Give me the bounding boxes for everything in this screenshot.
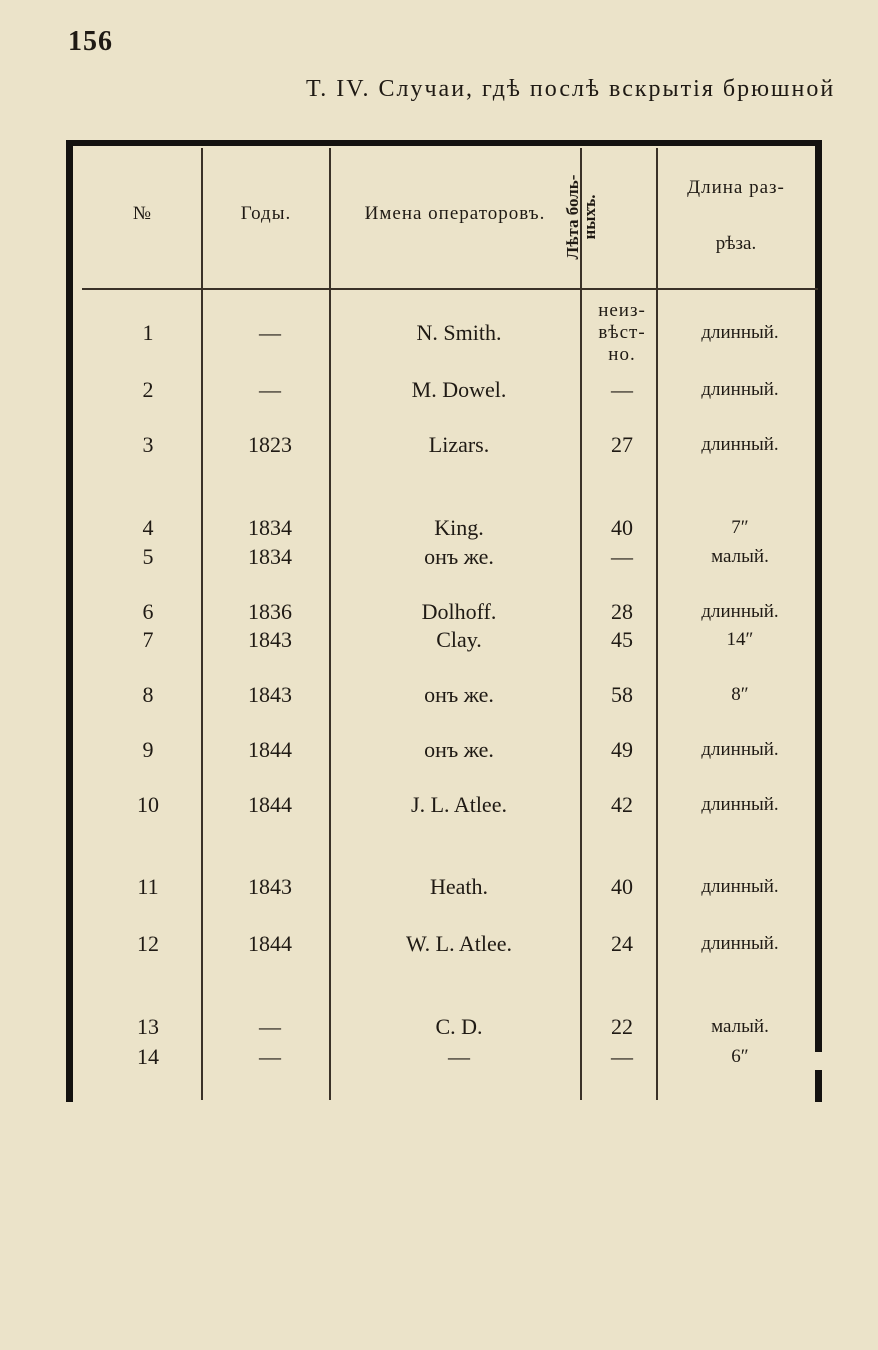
cell-year-12: 1844 bbox=[248, 931, 292, 956]
cell-num-7: 7 bbox=[142, 627, 154, 652]
cell-year-8: 1843 bbox=[248, 682, 292, 707]
page-header: Т. IV. Случаи, гдѣ послѣ вскрытія брюшной bbox=[306, 76, 836, 102]
cell-operator-2: M. Dowel. bbox=[411, 377, 507, 402]
cell-year-9: 1844 bbox=[248, 737, 292, 762]
cell-age-14: — bbox=[611, 1044, 633, 1069]
cell-year-14: — bbox=[259, 1044, 281, 1069]
cell-incision-2: длинный. bbox=[701, 379, 779, 400]
cell-num-8: 8 bbox=[142, 682, 154, 707]
cell-incision-6: длинный. bbox=[701, 601, 779, 622]
cell-num-4: 4 bbox=[142, 515, 154, 540]
cell-year-2: — bbox=[259, 377, 281, 402]
divider-num-years bbox=[201, 148, 203, 1100]
cell-num-13: 13 bbox=[137, 1014, 159, 1039]
frame-gap bbox=[814, 1052, 826, 1070]
cell-year-13: — bbox=[259, 1014, 281, 1039]
cell-operator-3: Lizars. bbox=[428, 432, 490, 457]
cell-age-1: неиз- вѣст- но. bbox=[598, 300, 646, 365]
cell-incision-4: 7″ bbox=[731, 517, 749, 538]
divider-years-operators bbox=[329, 148, 331, 1100]
cell-incision-3: длинный. bbox=[701, 434, 779, 455]
cell-incision-8: 8″ bbox=[731, 684, 749, 705]
cell-age-11: 40 bbox=[611, 874, 633, 899]
cell-operator-12: W. L. Atlee. bbox=[405, 931, 513, 956]
cell-age-8: 58 bbox=[611, 682, 633, 707]
cell-age-13: 22 bbox=[611, 1014, 633, 1039]
cell-num-2: 2 bbox=[142, 377, 154, 402]
cell-incision-13: малый. bbox=[711, 1016, 769, 1037]
cell-year-7: 1843 bbox=[248, 627, 292, 652]
cell-operator-10: J. L. Atlee. bbox=[411, 792, 507, 817]
cell-num-14: 14 bbox=[137, 1044, 159, 1069]
cell-num-12: 12 bbox=[137, 931, 159, 956]
cell-operator-4: King. bbox=[434, 515, 484, 540]
cell-incision-12: длинный. bbox=[701, 933, 779, 954]
cell-operator-9: онъ же. bbox=[424, 737, 494, 762]
cell-incision-14: 6″ bbox=[731, 1046, 749, 1067]
cell-year-3: 1823 bbox=[248, 432, 292, 457]
cell-year-6: 1836 bbox=[248, 599, 292, 624]
cell-num-6: 6 bbox=[142, 599, 154, 624]
cell-incision-11: длинный. bbox=[701, 876, 779, 897]
cell-operator-5: онъ же. bbox=[424, 544, 494, 569]
cell-year-5: 1834 bbox=[248, 544, 292, 569]
col-header-age: Лѣта боль-ныхъ. bbox=[563, 174, 599, 260]
page-number: 156 bbox=[68, 26, 113, 57]
cell-num-9: 9 bbox=[142, 737, 154, 762]
cell-year-4: 1834 bbox=[248, 515, 292, 540]
cell-age-12: 24 bbox=[611, 931, 633, 956]
cell-incision-1: длинный. bbox=[701, 322, 779, 343]
cell-operator-6: Dolhoff. bbox=[421, 599, 497, 624]
cell-year-1: — bbox=[259, 320, 281, 345]
cell-age-7: 45 bbox=[611, 627, 633, 652]
col-header-num: № bbox=[132, 203, 152, 224]
cell-incision-10: длинный. bbox=[701, 794, 779, 815]
cell-age-5: — bbox=[611, 544, 633, 569]
cell-year-10: 1844 bbox=[248, 792, 292, 817]
divider-operators-age bbox=[580, 148, 582, 1100]
cell-operator-8: онъ же. bbox=[424, 682, 494, 707]
cell-incision-9: длинный. bbox=[701, 739, 779, 760]
cell-num-3: 3 bbox=[142, 432, 154, 457]
cell-age-10: 42 bbox=[611, 792, 633, 817]
cell-operator-13: C. D. bbox=[435, 1014, 483, 1039]
cell-age-2: — bbox=[611, 377, 633, 402]
cell-incision-7: 14″ bbox=[726, 629, 754, 650]
cell-num-10: 10 bbox=[137, 792, 159, 817]
cell-operator-11: Heath. bbox=[429, 874, 489, 899]
divider-age-incision bbox=[656, 148, 658, 1100]
cell-operator-1: N. Smith. bbox=[416, 320, 502, 345]
cell-age-9: 49 bbox=[611, 737, 633, 762]
cell-operator-14: — bbox=[448, 1044, 470, 1069]
cell-operator-7: Clay. bbox=[436, 627, 482, 652]
cell-incision-5: малый. bbox=[711, 546, 769, 567]
cell-year-11: 1843 bbox=[248, 874, 292, 899]
cell-num-5: 5 bbox=[142, 544, 154, 569]
cell-num-11: 11 bbox=[137, 874, 159, 899]
cell-num-1: 1 bbox=[142, 320, 154, 345]
cell-age-4: 40 bbox=[611, 515, 633, 540]
col-header-incision-1: Длина раз- bbox=[687, 177, 785, 198]
col-header-operators: Имена операторовъ. bbox=[364, 203, 546, 224]
col-header-years: Годы. bbox=[240, 203, 292, 224]
cell-age-3: 27 bbox=[611, 432, 633, 457]
cell-age-6: 28 bbox=[611, 599, 633, 624]
header-rule bbox=[82, 288, 818, 290]
col-header-incision-2: рѣза. bbox=[715, 233, 757, 254]
